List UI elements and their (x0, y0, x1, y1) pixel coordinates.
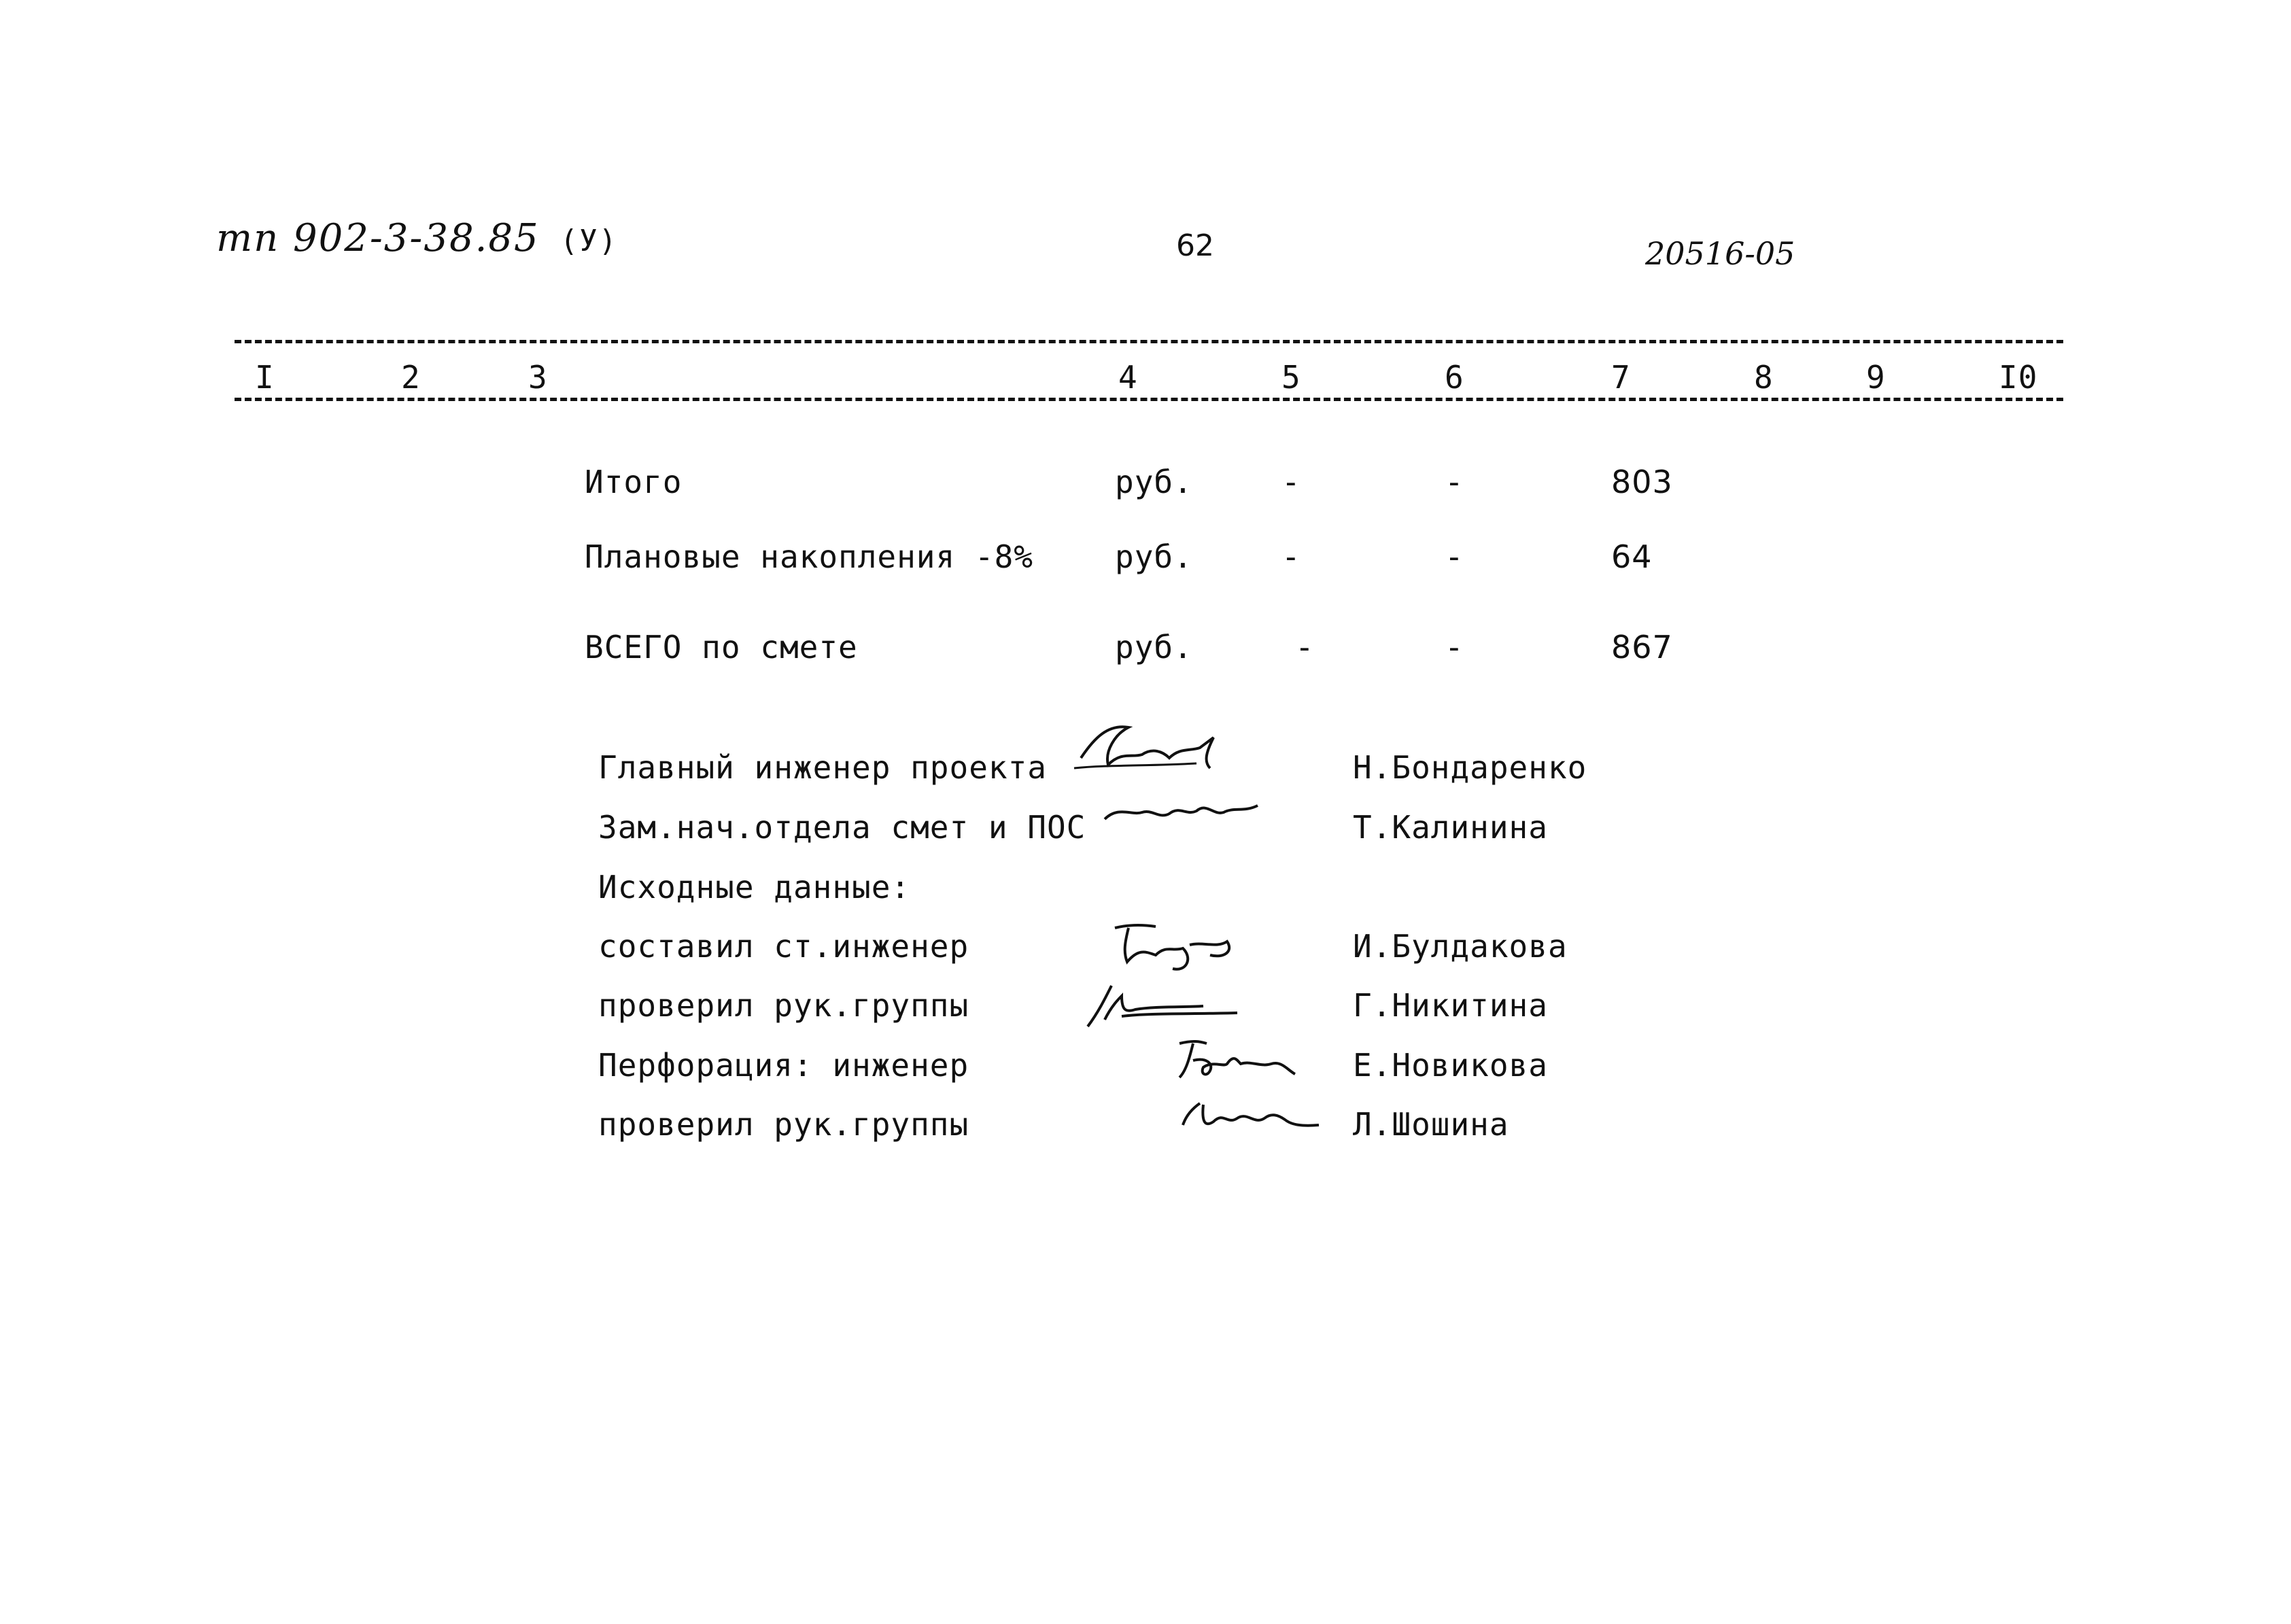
totals-col5: - (1281, 538, 1301, 575)
document-code (216, 216, 618, 260)
signature-name: Л.Шошина (1353, 1106, 1509, 1143)
signature-role: Зам.нач.отдела смет и ПОС (598, 809, 1086, 846)
column-number-5: 5 (1281, 359, 1301, 396)
document-code-suffix: (У) (559, 224, 619, 258)
totals-unit: руб. (1115, 629, 1193, 666)
totals-col5: - (1295, 629, 1315, 666)
signature-name: Н.Бондаренко (1353, 749, 1587, 786)
totals-label: ВСЕГО по смете (585, 629, 858, 666)
page-number: 62 (1176, 228, 1214, 263)
column-number-2: 2 (401, 359, 421, 396)
signature-image (1081, 979, 1251, 1033)
document-code-text: тп 902-3-38.85 (216, 216, 540, 260)
signature-name: Т.Калинина (1353, 809, 1548, 846)
totals-col6: - (1445, 538, 1464, 575)
column-number-6: 6 (1445, 359, 1464, 396)
dashed-rule-top (235, 340, 2063, 343)
signature-role: проверил рук.группы (598, 987, 969, 1024)
signature-role: проверил рук.группы (598, 1106, 969, 1143)
signature-role: Главный инженер проекта (598, 749, 1047, 786)
signature-role: Перфорация: инженер (598, 1047, 969, 1084)
column-number-10: I0 (1999, 359, 2038, 396)
dashed-rule-bottom (235, 398, 2063, 401)
totals-col6: - (1445, 629, 1464, 666)
totals-unit: руб. (1115, 464, 1193, 500)
totals-col5: - (1281, 464, 1301, 500)
signature-name: Е.Новикова (1353, 1047, 1548, 1084)
totals-label: Итого (585, 464, 683, 500)
signature-name: И.Булдакова (1353, 928, 1568, 965)
signature-image (1067, 710, 1251, 785)
signature-image (1108, 914, 1244, 975)
totals-col6: - (1445, 464, 1464, 500)
signature-image (1101, 792, 1264, 833)
column-number-8: 8 (1754, 359, 1774, 396)
totals-value: 803 (1611, 464, 1673, 500)
signature-role: Исходные данные: (598, 869, 911, 905)
totals-value: 64 (1611, 538, 1653, 575)
totals-unit: руб. (1115, 538, 1193, 575)
signature-role: составил ст.инженер (598, 928, 969, 965)
sheet-code: 20516-05 (1645, 235, 1795, 272)
totals-label: Плановые накопления -8% (585, 538, 1033, 575)
column-number-7: 7 (1611, 359, 1631, 396)
column-number-9: 9 (1866, 359, 1886, 396)
column-number-4: 4 (1118, 359, 1138, 396)
column-number-3: 3 (528, 359, 548, 396)
column-number-1: I (255, 359, 275, 396)
signature-image (1169, 1033, 1305, 1088)
signature-image (1176, 1091, 1326, 1142)
totals-value: 867 (1611, 629, 1673, 666)
signature-name: Г.Никитина (1353, 987, 1548, 1024)
